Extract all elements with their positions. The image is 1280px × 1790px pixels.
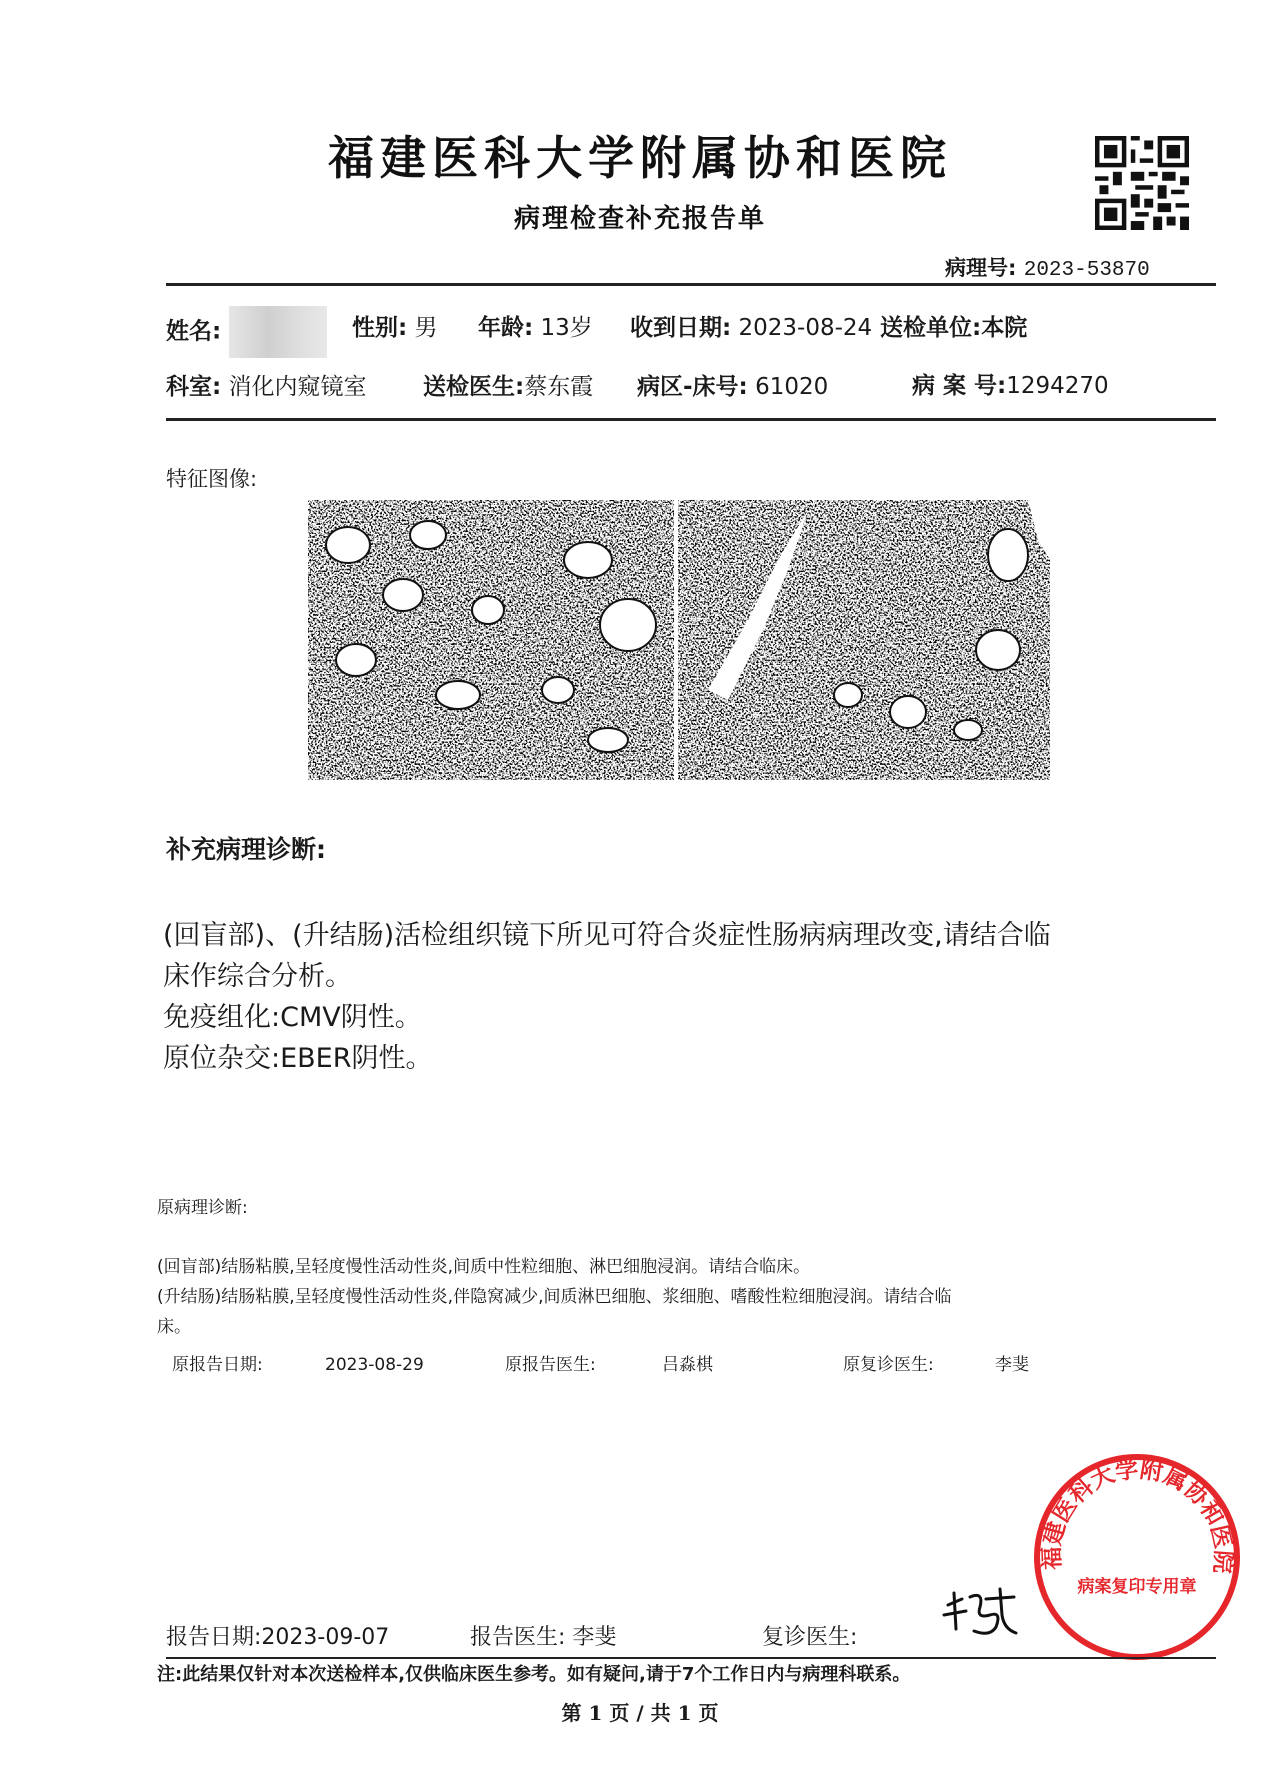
- received-date-value: 2023-08-24: [738, 315, 873, 341]
- original-diagnosis: [157, 1252, 1207, 1342]
- unit-field: [880, 309, 1027, 342]
- report-title: 病理检查补充报告单: [513, 204, 766, 234]
- case-number-field: [912, 367, 1109, 400]
- histology-image: [308, 500, 1050, 780]
- report-doctor-value: 李斐: [572, 1625, 617, 1650]
- original-report-doctor-label: 原报告医生:: [505, 1355, 596, 1375]
- sex-label: 性别:: [352, 315, 408, 341]
- ward-field: [637, 368, 828, 401]
- supplementary-line-1: (回盲部)、(升结肠)活检组织镜下所见可符合炎症性肠病病理改变,请结合临: [163, 920, 1051, 951]
- header-rule-bottom: [166, 418, 1216, 421]
- original-report-date-label: 原报告日期:: [172, 1355, 263, 1375]
- image-divider: [674, 500, 678, 780]
- report-doctor-label: 报告医生:: [470, 1625, 566, 1650]
- unit-value: 本院: [981, 315, 1028, 341]
- dept-value: 消化内窥镜室: [228, 374, 367, 400]
- supplementary-line-3: 免疫组化:CMV阴性。: [163, 1002, 422, 1033]
- images-label: 特征图像:: [166, 467, 258, 491]
- report-date-label: 报告日期:: [166, 1625, 262, 1650]
- case-number-label: 病 案 号:: [912, 373, 1007, 399]
- sex-field: [352, 309, 438, 342]
- report-date-field: [166, 1620, 389, 1651]
- hospital-seal: [1030, 1450, 1245, 1665]
- unit-label: 送检单位:: [880, 315, 982, 341]
- original-review-doctor-label: 原复诊医生:: [843, 1355, 934, 1375]
- original-report-date: 2023-08-29: [325, 1355, 424, 1375]
- sex-value: 男: [414, 315, 438, 341]
- qr-code-icon: [1095, 136, 1189, 230]
- report-doctor-field: [470, 1620, 616, 1651]
- review-doctor-field: [762, 1620, 857, 1651]
- age-field: [478, 309, 593, 342]
- age-value: 13岁: [540, 315, 593, 341]
- doctor-value: 蔡东霞: [524, 374, 594, 400]
- review-doctor-label: 复诊医生:: [762, 1625, 858, 1650]
- doctor-label: 送检医生:: [423, 374, 525, 400]
- hospital-name: 福建医科大学附属协和医院: [328, 131, 952, 185]
- page-indicator: 第 1 页 / 共 1 页: [561, 1701, 719, 1725]
- age-label: 年龄:: [478, 315, 534, 341]
- seal-inner-text: 病案复印专用章: [1077, 1577, 1197, 1597]
- original-line-3: 床。: [157, 1317, 191, 1337]
- seal-outer-text: 福建医科大学附属协和医院: [1038, 1455, 1238, 1575]
- pathology-number-value: 2023-53870: [1023, 259, 1150, 282]
- report-date-value: 2023-09-07: [261, 1625, 390, 1650]
- footer-note: 注:此结果仅针对本次送检样本,仅供临床医生参考。如有疑问,请于7个工作日内与病理科联系。: [157, 1664, 911, 1685]
- case-number-value: 1294270: [1006, 373, 1109, 399]
- doctor-field: [423, 368, 593, 401]
- supplementary-heading: 补充病理诊断:: [166, 835, 326, 864]
- footer-rule: [166, 1657, 1216, 1659]
- original-line-2: (升结肠)结肠粘膜,呈轻度慢性活动性炎,伴隐窝减少,间质淋巴细胞、浆细胞、嗜酸性粒细胞浸润。请结合临: [157, 1287, 952, 1307]
- name-label: 姓名:: [166, 318, 222, 345]
- patient-name-field: [166, 306, 327, 358]
- supplementary-line-2: 床作综合分析。: [163, 961, 352, 992]
- received-date-field: [630, 309, 872, 342]
- supplementary-diagnosis: [163, 915, 1213, 1079]
- supplementary-line-4: 原位杂交:EBER阴性。: [163, 1043, 433, 1074]
- pathology-number: [945, 252, 1150, 282]
- ward-label: 病区-床号:: [637, 374, 748, 400]
- pathology-number-label: 病理号:: [945, 256, 1017, 280]
- redacted-name: [229, 306, 327, 358]
- original-review-doctor: 李斐: [995, 1355, 1029, 1375]
- dept-label: 科室:: [166, 374, 222, 400]
- handwritten-signature: [940, 1585, 1020, 1640]
- original-heading: 原病理诊断:: [157, 1198, 248, 1218]
- ward-value: 61020: [755, 374, 829, 400]
- received-date-label: 收到日期:: [630, 315, 732, 341]
- dept-field: [166, 368, 367, 401]
- original-line-1: (回盲部)结肠粘膜,呈轻度慢性活动性炎,间质中性粒细胞、淋巴细胞浸润。请结合临床。: [157, 1257, 811, 1277]
- header-rule-top: [166, 283, 1216, 286]
- original-report-doctor: 吕淼棋: [662, 1355, 713, 1375]
